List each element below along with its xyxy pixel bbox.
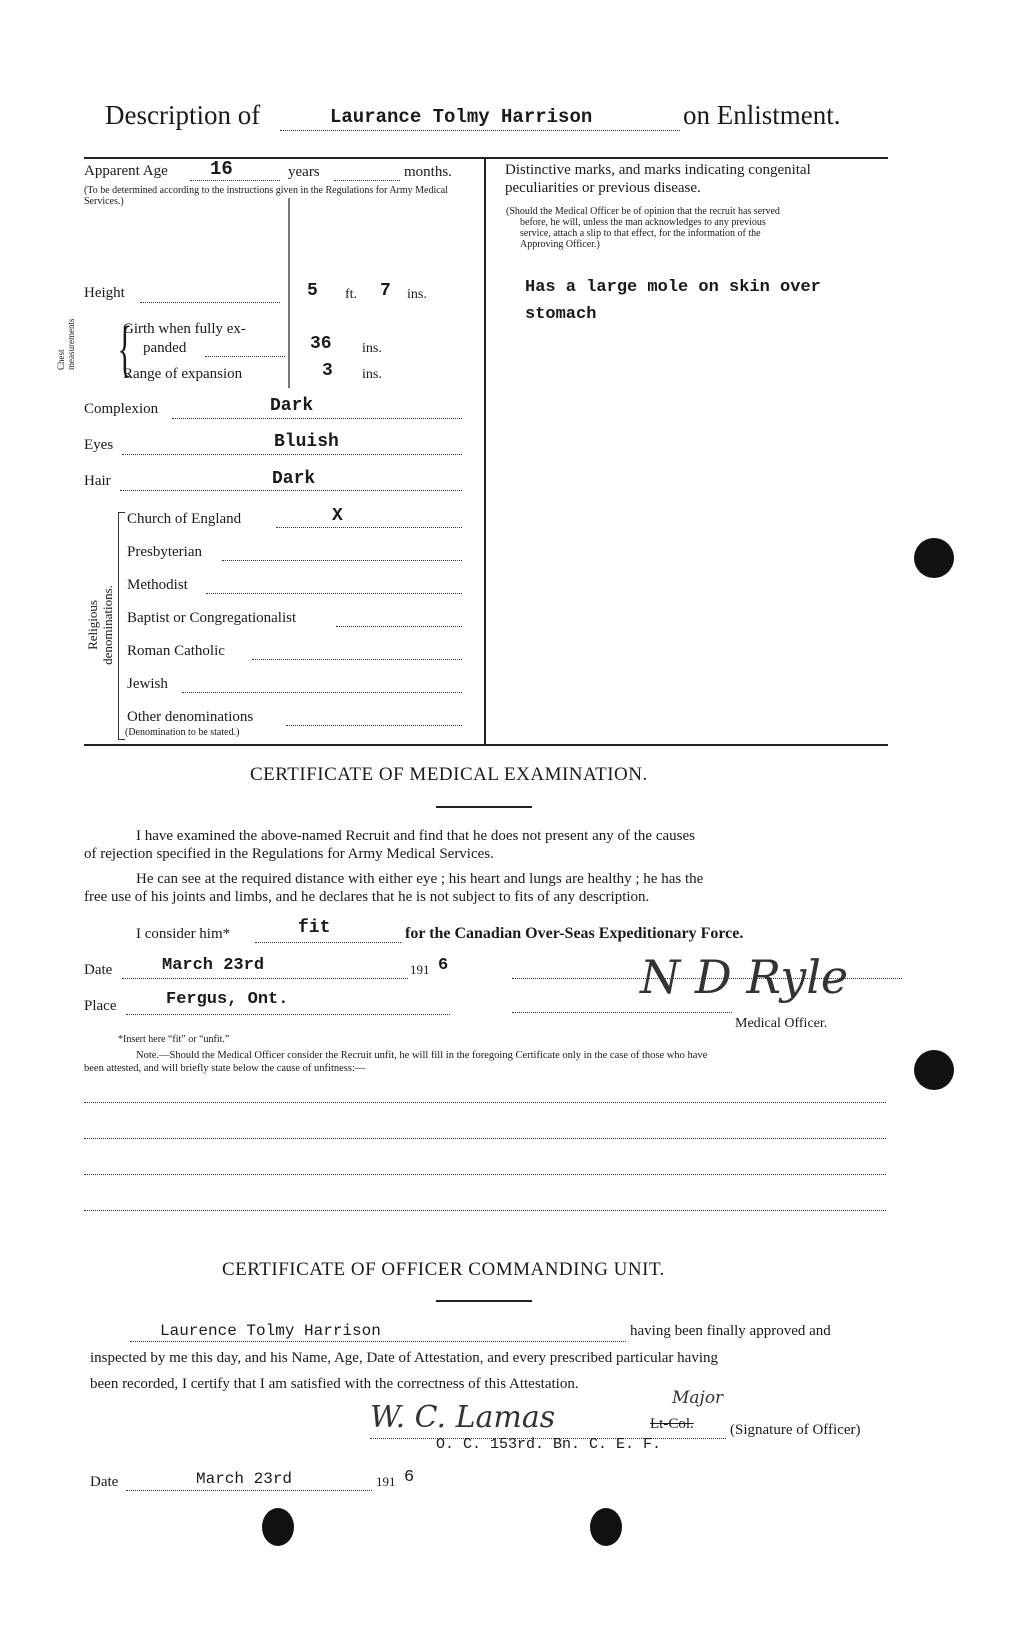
religion-mark: X <box>332 506 343 526</box>
measure-divider <box>288 198 290 388</box>
medical-note-2: been attested, and will briefly state below the cause of unfitness:— <box>84 1063 366 1074</box>
consider-suffix: for the Canadian Over-Seas Expeditionary Force. <box>405 925 744 942</box>
commanding-year-digit: 6 <box>404 1468 415 1487</box>
medical-year-digit: 6 <box>438 956 449 975</box>
age-note: (To be determined according to the instructions given in the Regulations for Army Medical Services.) <box>84 185 448 207</box>
medical-title-rule <box>436 806 532 808</box>
medical-para1-line1: I have examined the above-named Recruit and find that he does not present any of the causes <box>136 828 695 844</box>
medical-note-1: Note.—Should the Medical Officer consider the Recruit unfit, he will fill in the foregoing Certificate only in the case of those who have <box>136 1050 708 1061</box>
medical-place-label: Place <box>84 998 117 1014</box>
medical-date-label: Date <box>84 962 113 978</box>
unfitness-line <box>84 1210 886 1211</box>
marks-value-1: Has a large mole on skin over <box>525 278 821 297</box>
marks-note-3: service, attach a slip to that effect, for the information of the <box>520 228 761 239</box>
medical-officer-label: Medical Officer. <box>735 1016 828 1031</box>
girth-label-2: panded <box>143 340 187 356</box>
medical-date-value: March 23rd <box>162 956 265 975</box>
marks-heading-2: peculiarities or previous disease. <box>505 180 701 196</box>
height-in-value: 7 <box>380 281 391 301</box>
religion-item: Church of England <box>127 511 242 527</box>
marks-value-2: stomach <box>525 305 597 324</box>
religion-item: Roman Catholic <box>127 643 225 659</box>
complexion-label: Complexion <box>84 401 159 417</box>
hair-value: Dark <box>272 469 316 489</box>
marks-note-4: Approving Officer.) <box>520 239 600 250</box>
girth-value: 36 <box>310 334 332 354</box>
medical-title: CERTIFICATE OF MEDICAL EXAMINATION. <box>250 764 648 785</box>
commanding-date-value: March 23rd <box>196 1470 293 1488</box>
complexion-value: Dark <box>270 396 314 416</box>
medical-officer-signature: N D Ryle <box>640 950 849 1004</box>
commanding-line1-suffix: having been finally approved and <box>630 1323 831 1339</box>
consider-value: fit <box>298 918 331 938</box>
commanding-rank-handwritten: Major <box>672 1388 724 1408</box>
ins-label: ins. <box>407 287 427 302</box>
range-label: Range of expansion <box>123 366 243 382</box>
religion-item: Jewish <box>127 676 168 692</box>
commanding-year-prefix: 191 <box>376 1474 396 1489</box>
header-name-line <box>280 130 680 131</box>
unfitness-line <box>84 1174 886 1175</box>
commanding-officer-signature: W. C. Lamas <box>370 1400 556 1435</box>
commanding-date-label: Date <box>90 1474 119 1490</box>
height-ft-value: 5 <box>307 281 318 301</box>
marks-heading-1: Distinctive marks, and marks indicating congenital <box>505 162 811 178</box>
height-label: Height <box>84 285 125 301</box>
chest-side-label: Chest measurements <box>56 318 76 370</box>
commanding-line2: inspected by me this day, and his Name, Age, Date of Attestation, and every prescribed particular having <box>90 1350 719 1366</box>
religion-bracket <box>118 512 125 740</box>
unfitness-line <box>84 1138 886 1139</box>
commanding-name-value: Laurence Tolmy Harrison <box>160 1322 381 1340</box>
header-suffix: on Enlistment. <box>683 100 841 130</box>
religion-item: Other denominations <box>127 709 254 725</box>
religion-item: Baptist or Congregationalist <box>127 610 297 626</box>
recruit-name: Laurance Tolmy Harrison <box>330 106 593 128</box>
unfitness-line <box>84 1102 886 1103</box>
other-note: (Denomination to be stated.) <box>125 727 240 738</box>
religion-item: Presbyterian <box>127 544 202 560</box>
commanding-line3: been recorded, I certify that I am satisfied with the correctness of this Attestation. <box>90 1376 579 1392</box>
header-prefix: Description of <box>105 100 261 130</box>
ft-label: ft. <box>345 287 358 302</box>
range-ins-label: ins. <box>362 367 382 382</box>
bottom-rule <box>84 744 888 746</box>
months-label: months. <box>404 164 452 180</box>
range-value: 3 <box>322 361 333 381</box>
girth-ins-label: ins. <box>362 341 382 356</box>
punch-hole <box>262 1508 294 1546</box>
age-label: Apparent Age <box>84 163 168 179</box>
punch-hole <box>914 1050 954 1090</box>
medical-para2-line1: He can see at the required distance with either eye ; his heart and lungs are healthy ; he has the <box>136 871 704 887</box>
column-divider <box>484 158 486 744</box>
commanding-title-rule <box>436 1300 532 1302</box>
commanding-title: CERTIFICATE OF OFFICER COMMANDING UNIT. <box>222 1259 665 1280</box>
medical-place-value: Fergus, Ont. <box>166 990 289 1009</box>
medical-year-prefix: 191 <box>410 962 430 977</box>
commanding-unit-value: O. C. 153rd. Bn. C. E. F. <box>436 1436 662 1453</box>
commanding-rank-struck: Lt-Col. <box>650 1416 694 1432</box>
top-rule <box>84 157 888 159</box>
chest-brace: { <box>117 315 133 383</box>
medical-para1-line2: of rejection specified in the Regulations for Army Medical Services. <box>84 846 494 862</box>
punch-hole <box>590 1508 622 1546</box>
punch-hole <box>914 538 954 578</box>
girth-label-1: Girth when fully ex- <box>123 321 246 337</box>
marks-note-2: before, he will, unless the man acknowledges to any previous <box>520 217 766 228</box>
medical-para2-line2: free use of his joints and limbs, and he declares that he is not subject to fits of any description. <box>84 889 650 905</box>
marks-note-1: (Should the Medical Officer be of opinion that the recruit has served <box>506 206 780 217</box>
insert-note: *Insert here “fit” or “unfit.” <box>118 1034 230 1045</box>
eyes-value: Bluish <box>274 432 339 452</box>
years-label: years <box>288 164 320 180</box>
religion-item: Methodist <box>127 577 188 593</box>
age-value: 16 <box>210 158 233 180</box>
hair-label: Hair <box>84 473 111 489</box>
commanding-signature-label: (Signature of Officer) <box>730 1422 861 1438</box>
consider-label: I consider him* <box>136 926 231 942</box>
religion-side-label: Religious denominations. <box>85 585 115 665</box>
eyes-label: Eyes <box>84 437 114 453</box>
